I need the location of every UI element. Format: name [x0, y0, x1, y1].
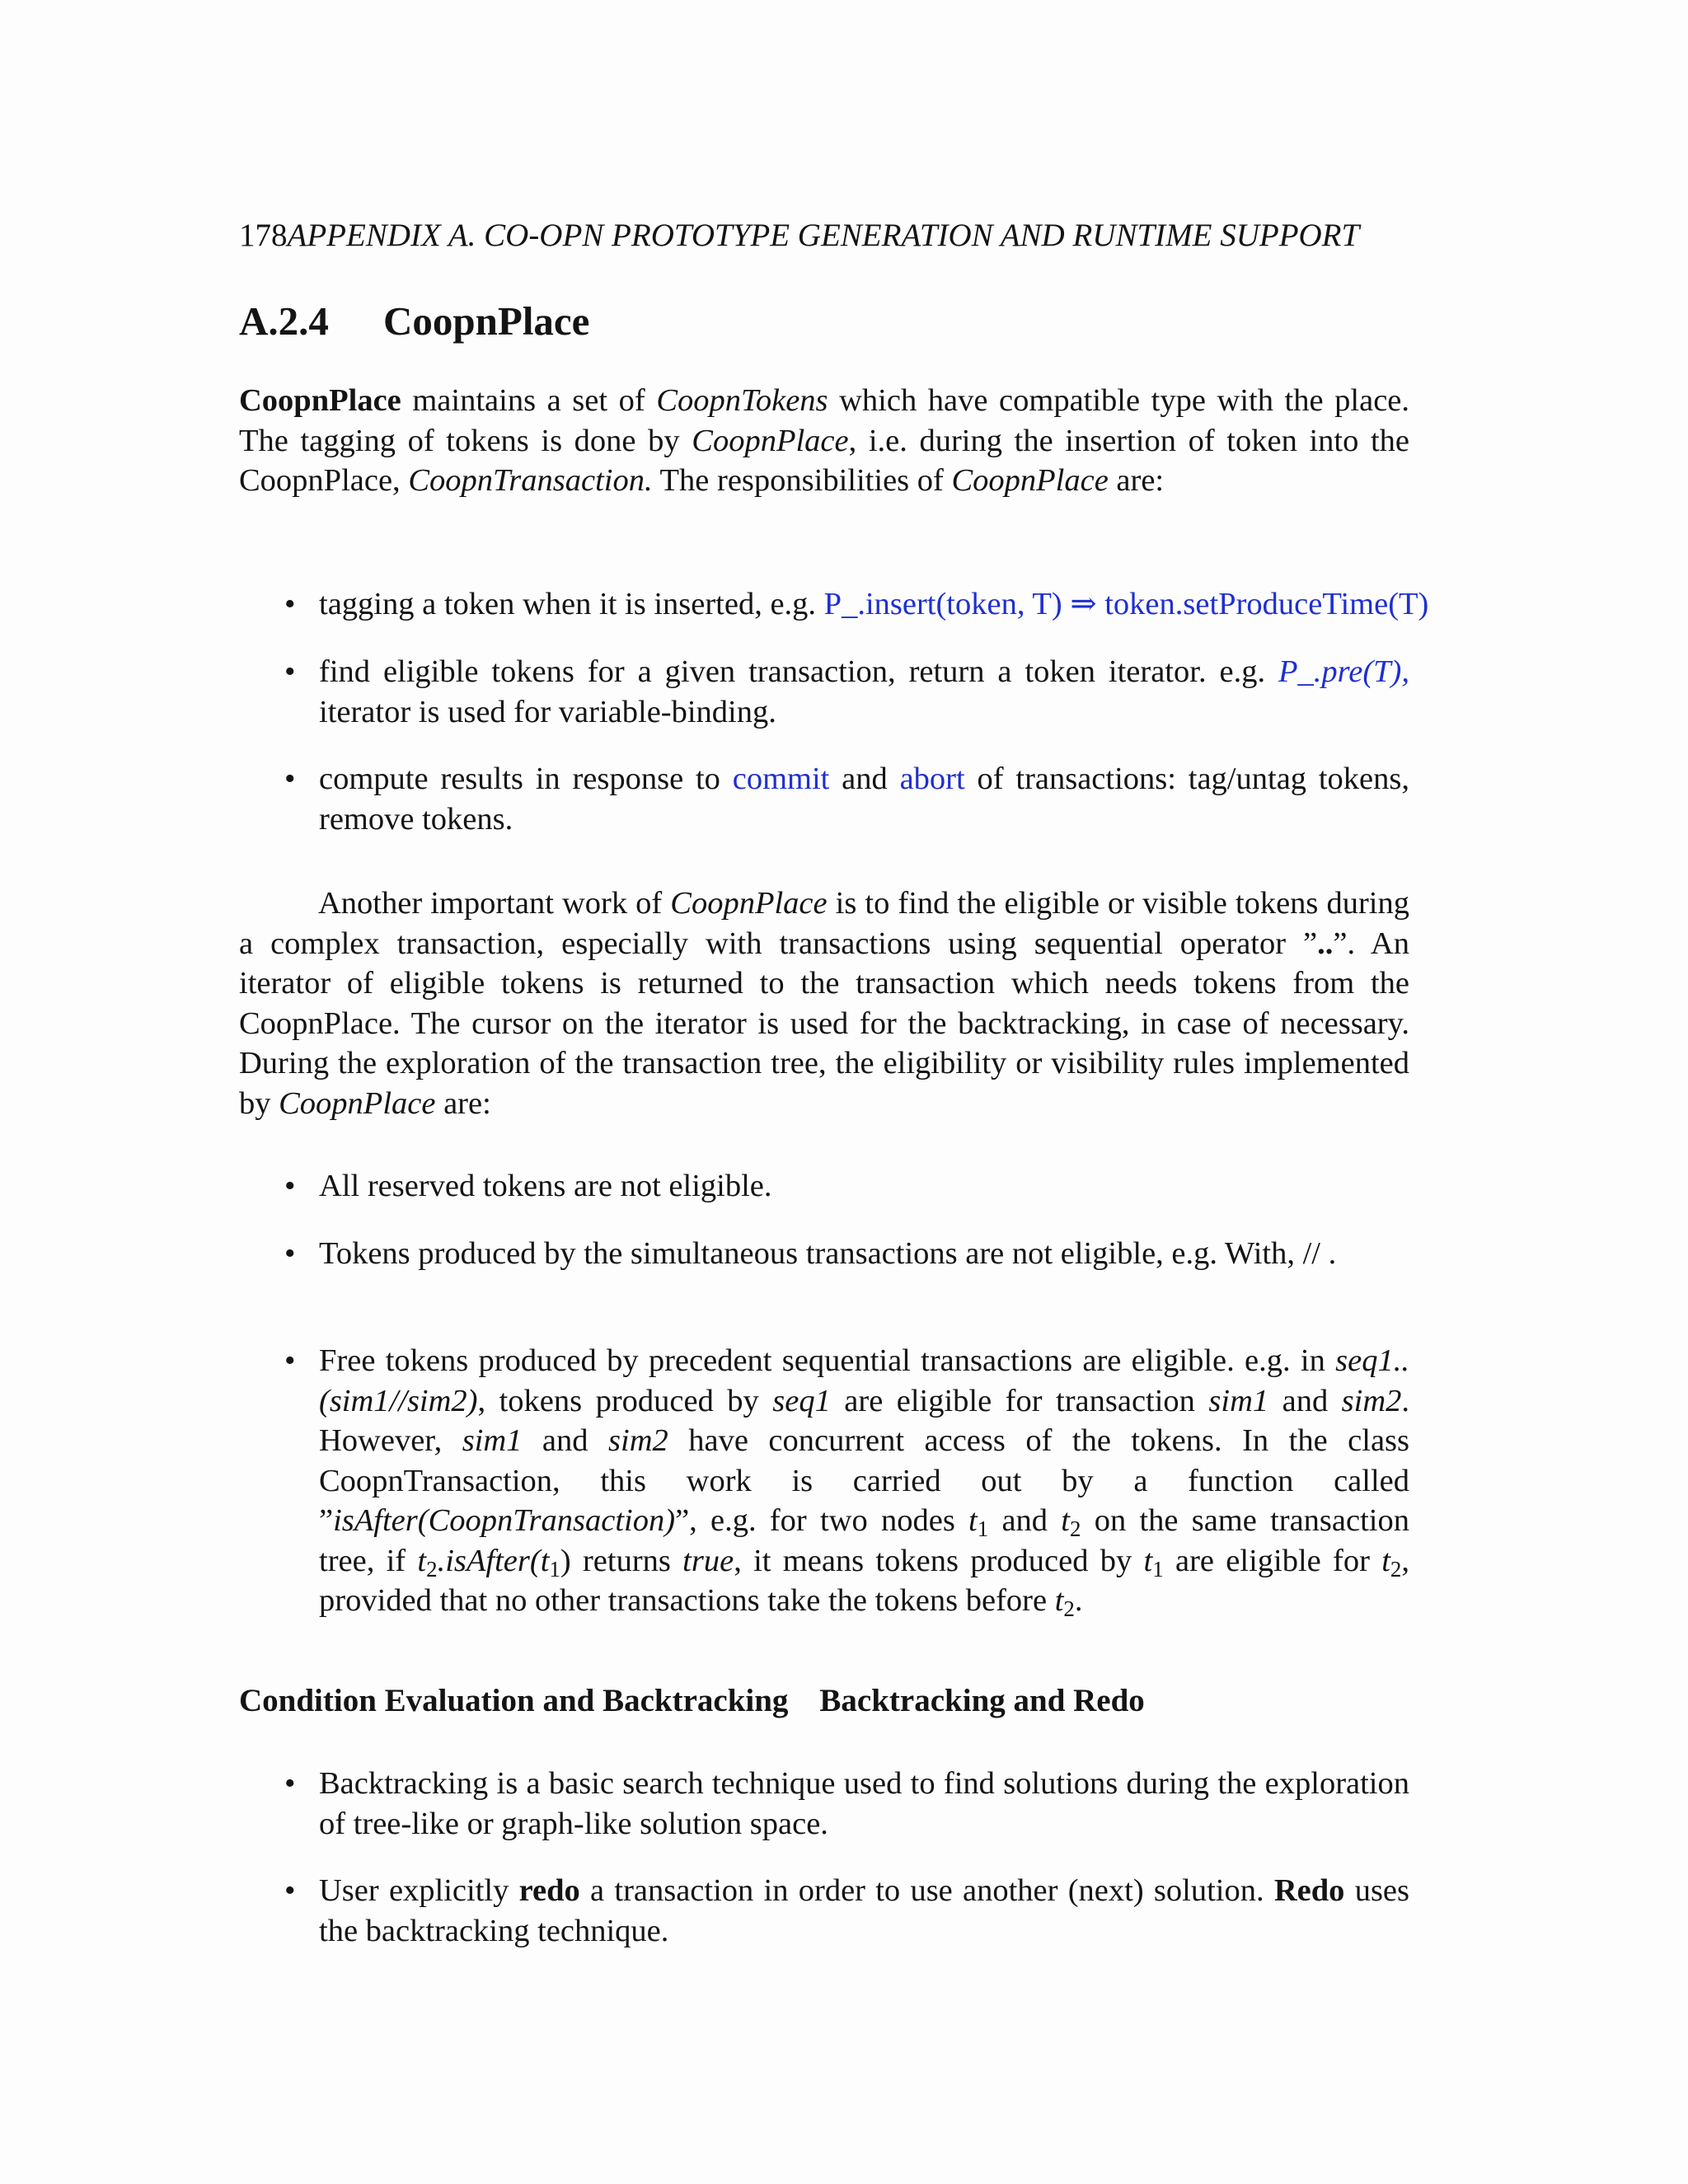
- rule-text: . However,: [319, 1383, 1410, 1458]
- list-item: [239, 1234, 1409, 1274]
- bullet: •: [284, 1766, 296, 1801]
- paragraph-text: Another important work of: [318, 886, 671, 921]
- rule-expression: seq1..(sim1//sim2): [319, 1343, 1409, 1418]
- math-var: t: [1143, 1543, 1153, 1578]
- math-var: t: [1381, 1543, 1390, 1578]
- rule-text: are eligible for transaction: [830, 1383, 1209, 1418]
- math-var: t: [968, 1503, 978, 1538]
- rule-text: on the same transaction tree, if: [319, 1503, 1409, 1578]
- responsibilities-list-cont: [239, 759, 1409, 839]
- rule-text: , it means tokens produced by: [734, 1543, 1144, 1578]
- abort-reference: abort: [899, 762, 965, 796]
- item-text: a transaction in order to use another (next) solution.: [579, 1873, 1274, 1908]
- item-text: and: [829, 762, 900, 796]
- backtracking-list-cont: [239, 1871, 1409, 1951]
- rule-text: returns: [570, 1543, 683, 1578]
- intro-text: , i.e. during the insertion of token into the CoopnPlace,: [239, 423, 1409, 498]
- intro-transaction: CoopnTransaction.: [408, 463, 653, 498]
- rule-text: All reserved tokens are not eligible.: [319, 1169, 772, 1203]
- rule-text: Free tokens produced by precedent sequential transactions are eligible. e.g. in: [319, 1343, 1336, 1378]
- rule-text: , provided that no other transactions take the tokens before: [319, 1543, 1409, 1618]
- code-reference: P_.pre(T),: [1278, 654, 1409, 689]
- place-name: CoopnPlace: [670, 886, 828, 921]
- list-item: [239, 1764, 1409, 1844]
- backtracking-list: [239, 1764, 1409, 1844]
- intro-text: maintains a set of: [401, 383, 657, 418]
- list-item: [239, 759, 1409, 839]
- rule-term: sim1: [462, 1423, 523, 1458]
- paragraph-text: ”. An iterator of eligible tokens is returned to the transaction which needs tokens from the CoopnPlace. The cursor on the iterator is used for the backtracking, in case of necessary. During the exploration of the transaction tree, the eligibility or visibility rules implemented by: [239, 926, 1409, 1121]
- item-text: of transactions: tag/untag tokens, remove tokens.: [319, 762, 1409, 837]
- page-number: 178: [239, 218, 288, 253]
- bullet: •: [284, 1169, 296, 1203]
- rules-list-cont: [239, 1234, 1409, 1274]
- paragraph-text: are:: [435, 1085, 491, 1121]
- rule-term: seq1: [772, 1383, 831, 1418]
- item-text: User explicitly: [319, 1873, 519, 1908]
- rules-list-cont: [239, 1341, 1409, 1621]
- responsibilities-list-cont: [239, 652, 1409, 732]
- item-text: iterator is used for variable-binding.: [319, 694, 776, 729]
- intro-place: CoopnPlace: [692, 423, 849, 458]
- subsection-title: Condition Evaluation and Backtracking: [239, 1683, 789, 1718]
- math-subscript: 2: [1390, 1556, 1402, 1582]
- commit-reference: commit: [732, 762, 830, 796]
- list-item: [239, 652, 1409, 732]
- code-reference: P_.insert(token, T) ⇒ token.setProduceTime(T): [823, 587, 1429, 621]
- rule-term: sim2: [608, 1423, 668, 1458]
- work-paragraph: [239, 883, 1409, 1123]
- rule-text: are eligible for: [1163, 1543, 1382, 1578]
- rule-text: have concurrent access of the tokens. In the class CoopnTransaction, this work is carried out by a function called ”: [319, 1423, 1410, 1538]
- bullet: •: [284, 762, 296, 796]
- bullet: •: [284, 1873, 296, 1908]
- section-title: CoopnPlace: [383, 298, 590, 344]
- intro-place: CoopnPlace: [951, 463, 1109, 498]
- math-call: ): [560, 1543, 571, 1578]
- item-text: find eligible tokens for a given transaction, return a token iterator. e.g.: [319, 654, 1279, 689]
- math-var: t: [1054, 1583, 1064, 1618]
- math-call: .isAfter(: [437, 1543, 541, 1578]
- math-subscript: 1: [977, 1516, 989, 1541]
- intro-text: are:: [1108, 463, 1165, 498]
- intro-text: which have compatible type with the place. The tagging of tokens is done by: [239, 383, 1410, 458]
- item-text: uses the backtracking technique.: [319, 1873, 1409, 1948]
- bullet: •: [284, 1236, 296, 1271]
- page-header: [239, 213, 1558, 259]
- rule-text: , tokens produced by: [477, 1383, 773, 1418]
- redo-term: redo: [518, 1873, 580, 1908]
- redo-term: Redo: [1273, 1873, 1345, 1908]
- item-text: compute results in response to: [319, 762, 733, 796]
- subsection-title: Backtracking and Redo: [819, 1683, 1145, 1718]
- sequential-operator: ..: [1317, 926, 1334, 961]
- list-item: [239, 1341, 1409, 1621]
- math-subscript: 2: [426, 1556, 438, 1582]
- bullet: •: [284, 654, 296, 689]
- list-item: [239, 1166, 1409, 1207]
- math-subscript: 1: [549, 1556, 560, 1582]
- intro-paragraph: [239, 381, 1409, 501]
- math-var: t: [1061, 1503, 1070, 1538]
- header-title: APPENDIX A. CO-OPN PROTOTYPE GENERATION AND RUNTIME SUPPORT: [287, 218, 1360, 253]
- rule-term: sim2: [1341, 1383, 1402, 1418]
- rule-text: and: [1268, 1383, 1342, 1418]
- rule-term: true: [682, 1543, 734, 1578]
- rule-text: ”, e.g. for two nodes: [675, 1503, 969, 1538]
- responsibilities-list: [239, 584, 1558, 625]
- rule-text: Tokens produced by the simultaneous transactions are not eligible, e.g. With, // .: [319, 1236, 1337, 1271]
- intro-tokens: CoopnTokens: [656, 383, 828, 418]
- math-var: t: [540, 1543, 550, 1578]
- rule-text: and: [988, 1503, 1062, 1538]
- list-item: [239, 1871, 1409, 1951]
- math-var: t: [417, 1543, 427, 1578]
- math-subscript: 2: [1070, 1516, 1081, 1541]
- bullet: •: [284, 1343, 296, 1378]
- section-heading: [239, 293, 589, 349]
- place-name: CoopnPlace: [279, 1085, 436, 1121]
- item-text: Backtracking is a basic search technique used to find solutions during the exploration of tree-like or graph-like solution space.: [319, 1766, 1409, 1841]
- subsection-heading: [239, 1678, 1145, 1724]
- rule-term: sim1: [1208, 1383, 1269, 1418]
- function-name: isAfter(CoopnTransaction): [333, 1503, 676, 1538]
- bullet: •: [284, 587, 296, 621]
- rule-text: .: [1074, 1583, 1083, 1618]
- section-number: A.2.4: [239, 298, 329, 344]
- intro-term: CoopnPlace: [239, 383, 401, 418]
- intro-text: The responsibilities of: [652, 463, 952, 498]
- paragraph-text: is to find the eligible or visible tokens during a complex transaction, especially with transactions using sequential operator ”: [239, 886, 1409, 961]
- math-subscript: 1: [1152, 1556, 1164, 1582]
- list-item: [239, 584, 1558, 625]
- item-text: tagging a token when it is inserted, e.g.: [319, 587, 824, 621]
- rule-text: and: [522, 1423, 609, 1458]
- rules-list: [239, 1166, 1409, 1207]
- math-subscript: 2: [1063, 1596, 1075, 1621]
